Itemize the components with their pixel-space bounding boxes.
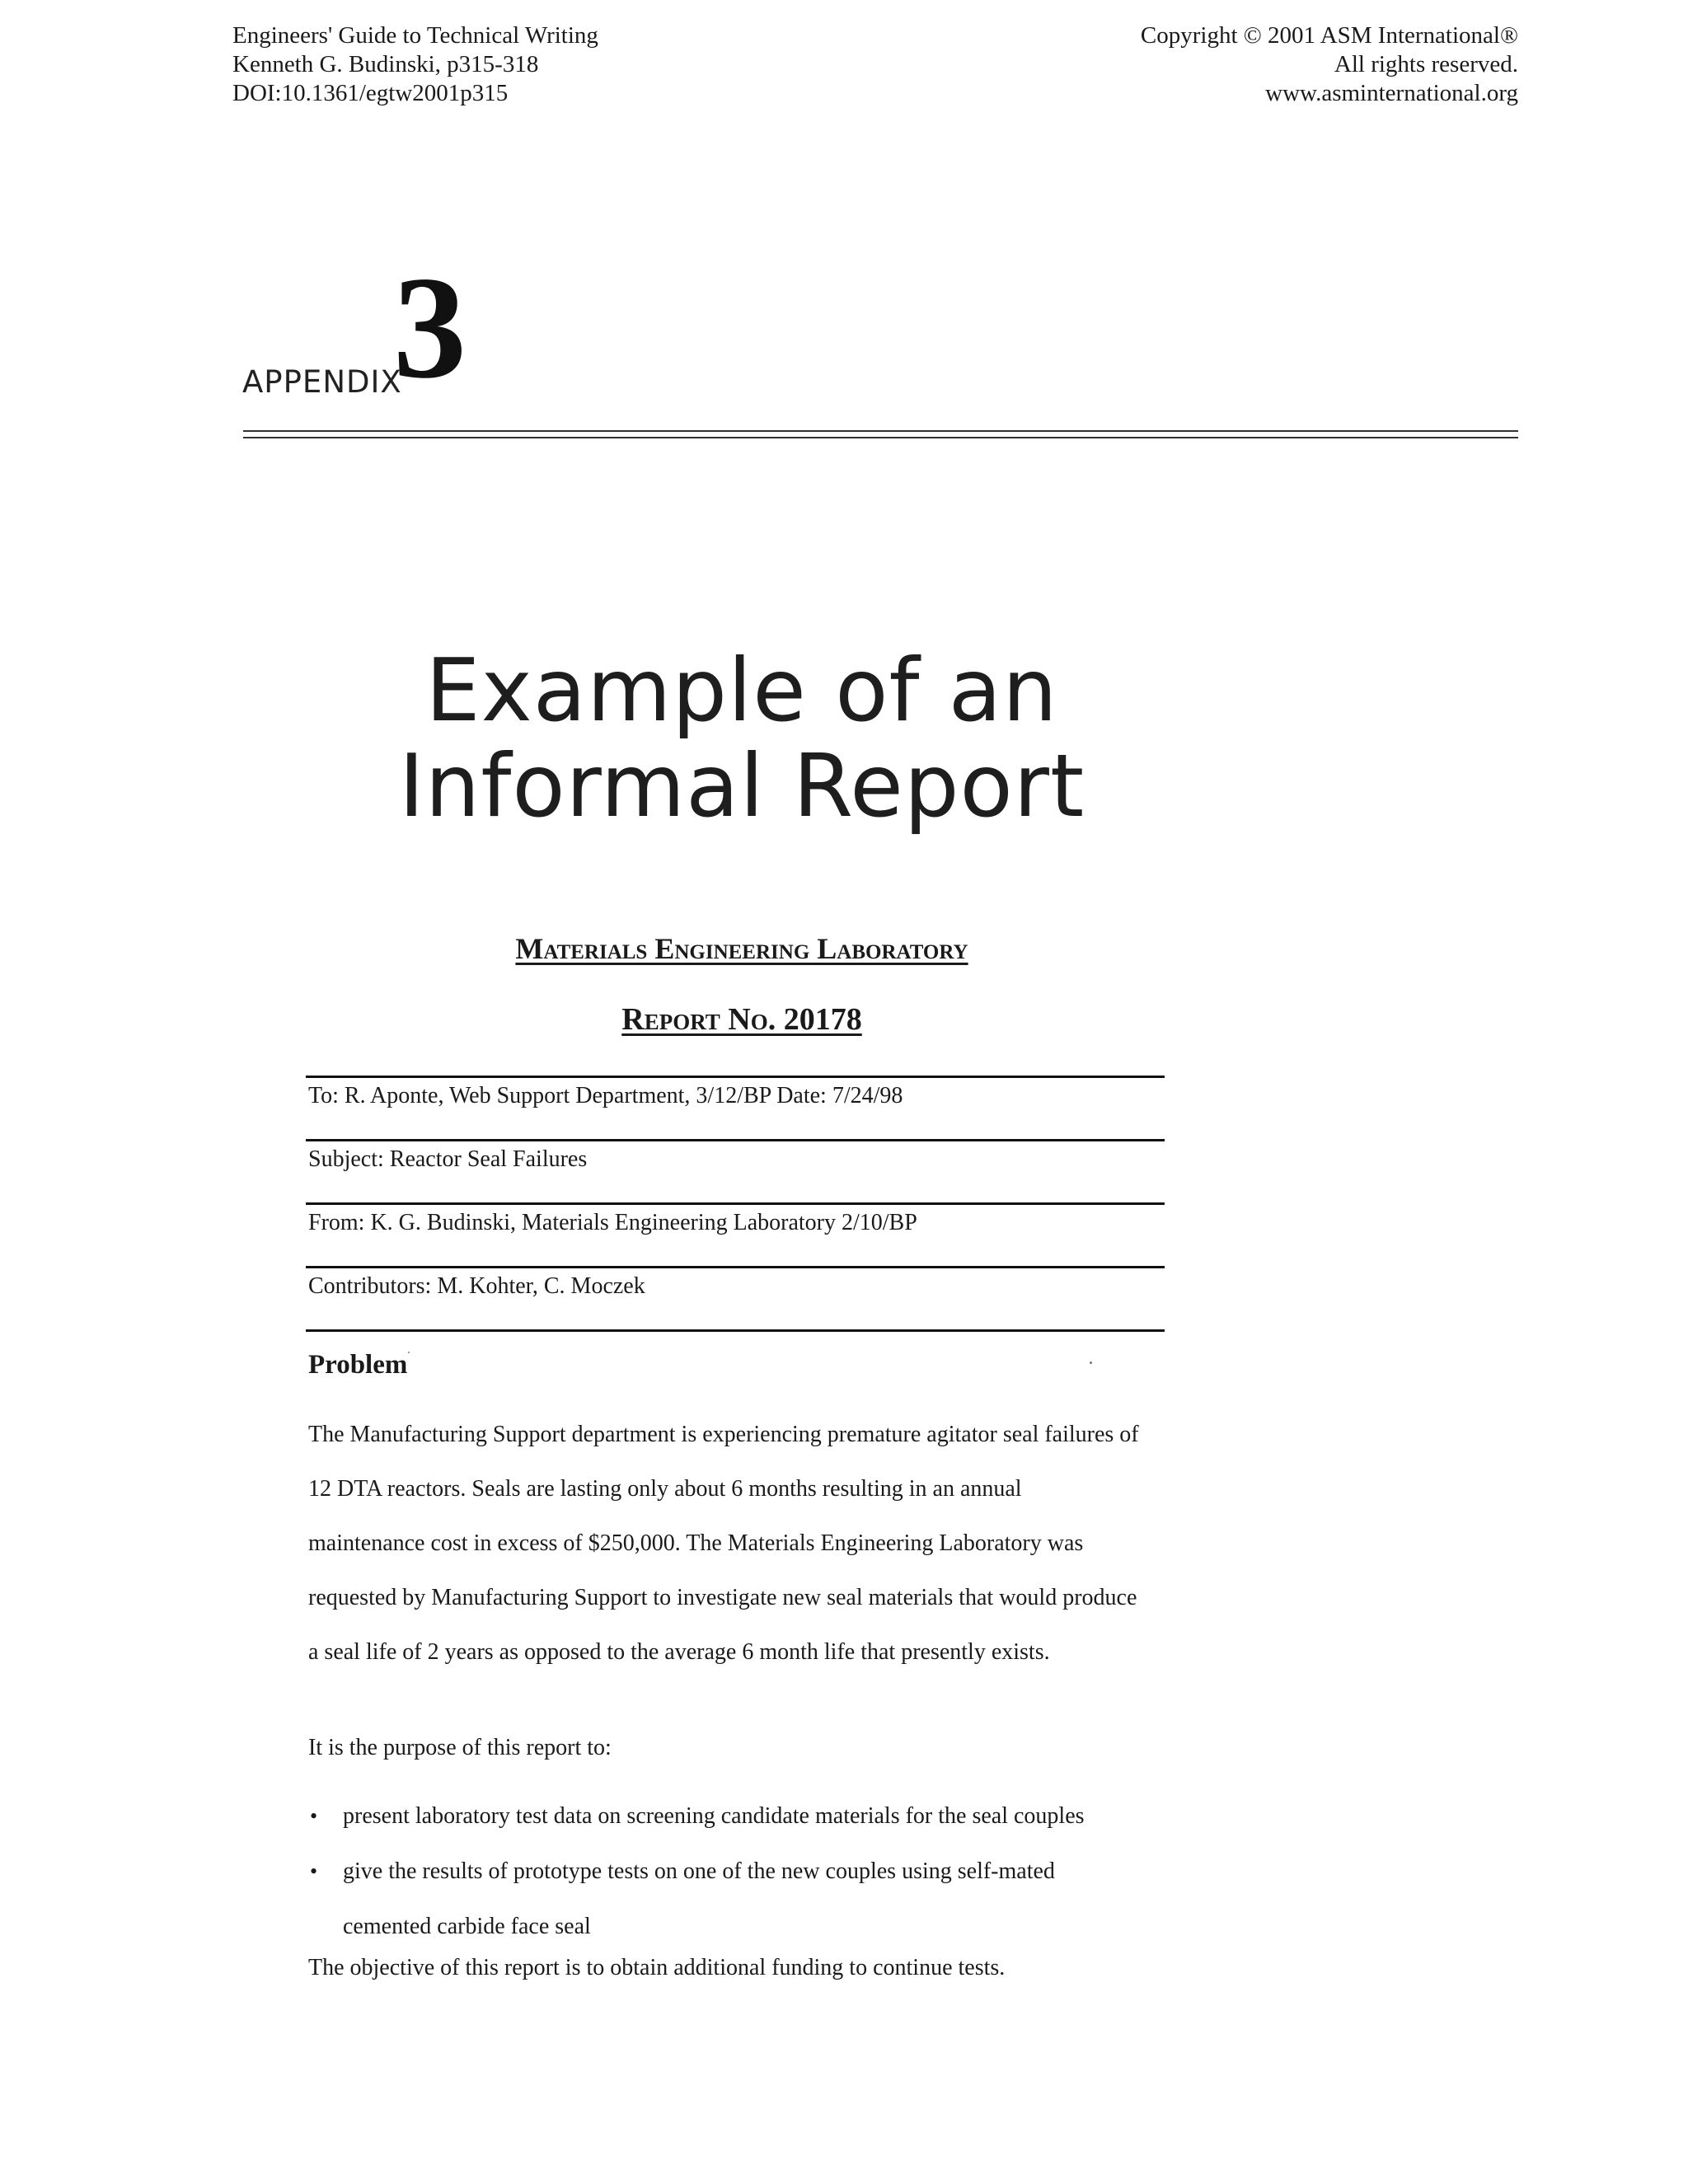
problem-line: maintenance cost in excess of $250,000. The Materials Engineering Laboratory was <box>308 1530 1084 1556</box>
purpose-intro: It is the purpose of this report to: <box>308 1735 612 1760</box>
memo-from: From: K. G. Budinski, Materials Engineering Laboratory 2/10/BP <box>308 1210 917 1235</box>
bullet-text: give the results of prototype tests on one of the new couples using self-mated <box>343 1858 1055 1884</box>
memo-contributors: Contributors: M. Kohter, C. Moczek <box>308 1273 645 1299</box>
divider-rule <box>243 430 1518 432</box>
memo-bottom-rule <box>306 1329 1165 1332</box>
memo-table <box>306 1076 1165 1332</box>
memo-subject: Subject: Reactor Seal Failures <box>308 1146 588 1172</box>
header-right <box>1141 21 1518 108</box>
scan-speck <box>408 1352 410 1353</box>
memo-row-subject <box>306 1139 1165 1202</box>
bullet-text-continued: cemented carbide face seal <box>343 1914 591 1939</box>
problem-line: The Manufacturing Support department is experiencing premature agitator seal failures of <box>308 1422 1139 1447</box>
author-pages: Kenneth G. Budinski, p315-318 <box>232 51 539 77</box>
bullet-text: present laboratory test data on screening candidate materials for the seal couples <box>343 1803 1085 1829</box>
website: www.asminternational.org <box>1265 80 1518 106</box>
problem-line: requested by Manufacturing Support to investigate new seal materials that would produce <box>308 1585 1137 1610</box>
list-item <box>308 1788 1215 1844</box>
bullet-icon: • <box>310 1859 318 1883</box>
page-title <box>330 640 1154 837</box>
rights: All rights reserved. <box>1334 51 1518 77</box>
bullet-icon: • <box>310 1804 318 1828</box>
laboratory-name: Materials Engineering Laboratory <box>515 932 968 965</box>
problem-heading: Problem <box>308 1350 408 1380</box>
purpose-list <box>308 1788 1215 1954</box>
report-number: Report No. 20178 <box>621 1002 862 1037</box>
memo-row-to <box>306 1076 1165 1139</box>
divider-rule <box>243 437 1518 438</box>
book-title: Engineers' Guide to Technical Writing <box>232 22 598 49</box>
title-line-2: Informal Report <box>398 736 1085 837</box>
memo-row-from <box>306 1202 1165 1266</box>
memo-row-contributors <box>306 1266 1165 1329</box>
appendix-heading <box>242 246 1518 420</box>
problem-line: 12 DTA reactors. Seals are lasting only about 6 months resulting in an annual <box>308 1476 1022 1502</box>
objective-statement: The objective of this report is to obtain additional funding to continue tests. <box>308 1955 1006 1980</box>
title-line-1: Example of an <box>425 640 1058 741</box>
problem-paragraph <box>308 1408 1174 1680</box>
list-item <box>308 1844 1215 1954</box>
doi: DOI:10.1361/egtw2001p315 <box>232 80 509 106</box>
memo-to: To: R. Aponte, Web Support Department, 3/12/BP Date: 7/24/98 <box>308 1083 903 1108</box>
copyright: Copyright © 2001 ASM International® <box>1140 22 1518 49</box>
appendix-label: APPENDIX <box>242 364 402 400</box>
problem-line: a seal life of 2 years as opposed to the average 6 month life that presently exists. <box>308 1639 1050 1665</box>
header-left <box>232 21 598 108</box>
appendix-number: 3 <box>393 246 467 409</box>
scan-speck <box>1090 1361 1092 1364</box>
